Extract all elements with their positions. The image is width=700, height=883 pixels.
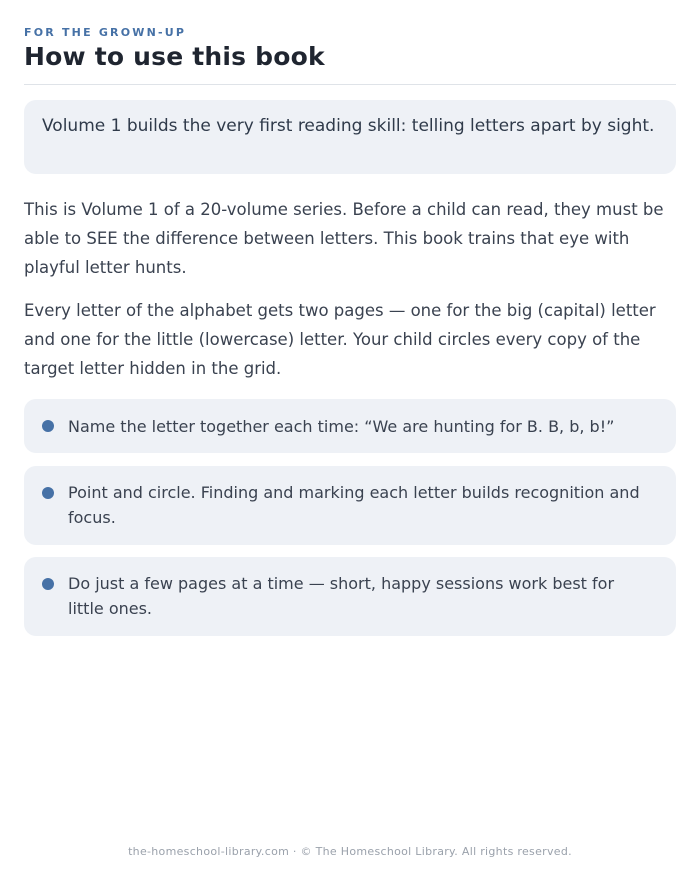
tip-item: [24, 399, 676, 453]
title-divider: [24, 84, 676, 85]
page-title: How to use this book: [24, 42, 325, 71]
bullet-dot-icon: [42, 420, 54, 432]
summary-callout: Volume 1 builds the very first reading skill: telling letters apart by sight.: [24, 100, 676, 174]
alphabet-paragraph: Every letter of the alphabet gets two pages — one for the big (capital) letter and one for the little (lowercase) letter. Your child circles every copy of the target letter hidden in the grid.: [24, 301, 656, 378]
bullet-dot-icon: [42, 487, 54, 499]
tip-text: Point and circle. Finding and marking each letter builds recognition and focus.: [68, 483, 640, 527]
tip-item: [24, 466, 676, 545]
page-footer: the-homeschool-library.com · © The Homeschool Library. All rights reserved.: [128, 845, 572, 858]
tip-item: [24, 557, 676, 636]
tip-text: Do just a few pages at a time — short, happy sessions work best for little ones.: [68, 574, 615, 618]
intro-paragraph: This is Volume 1 of a 20-volume series. Before a child can read, they must be able to SEE the difference between letters. This book trains that eye with playful letter hunts.: [24, 200, 664, 277]
tip-text: Name the letter together each time: “We are hunting for B. B, b, b!”: [68, 416, 615, 436]
section-eyebrow: FOR THE GROWN-UP: [24, 26, 187, 39]
bullet-dot-icon: [42, 578, 54, 590]
